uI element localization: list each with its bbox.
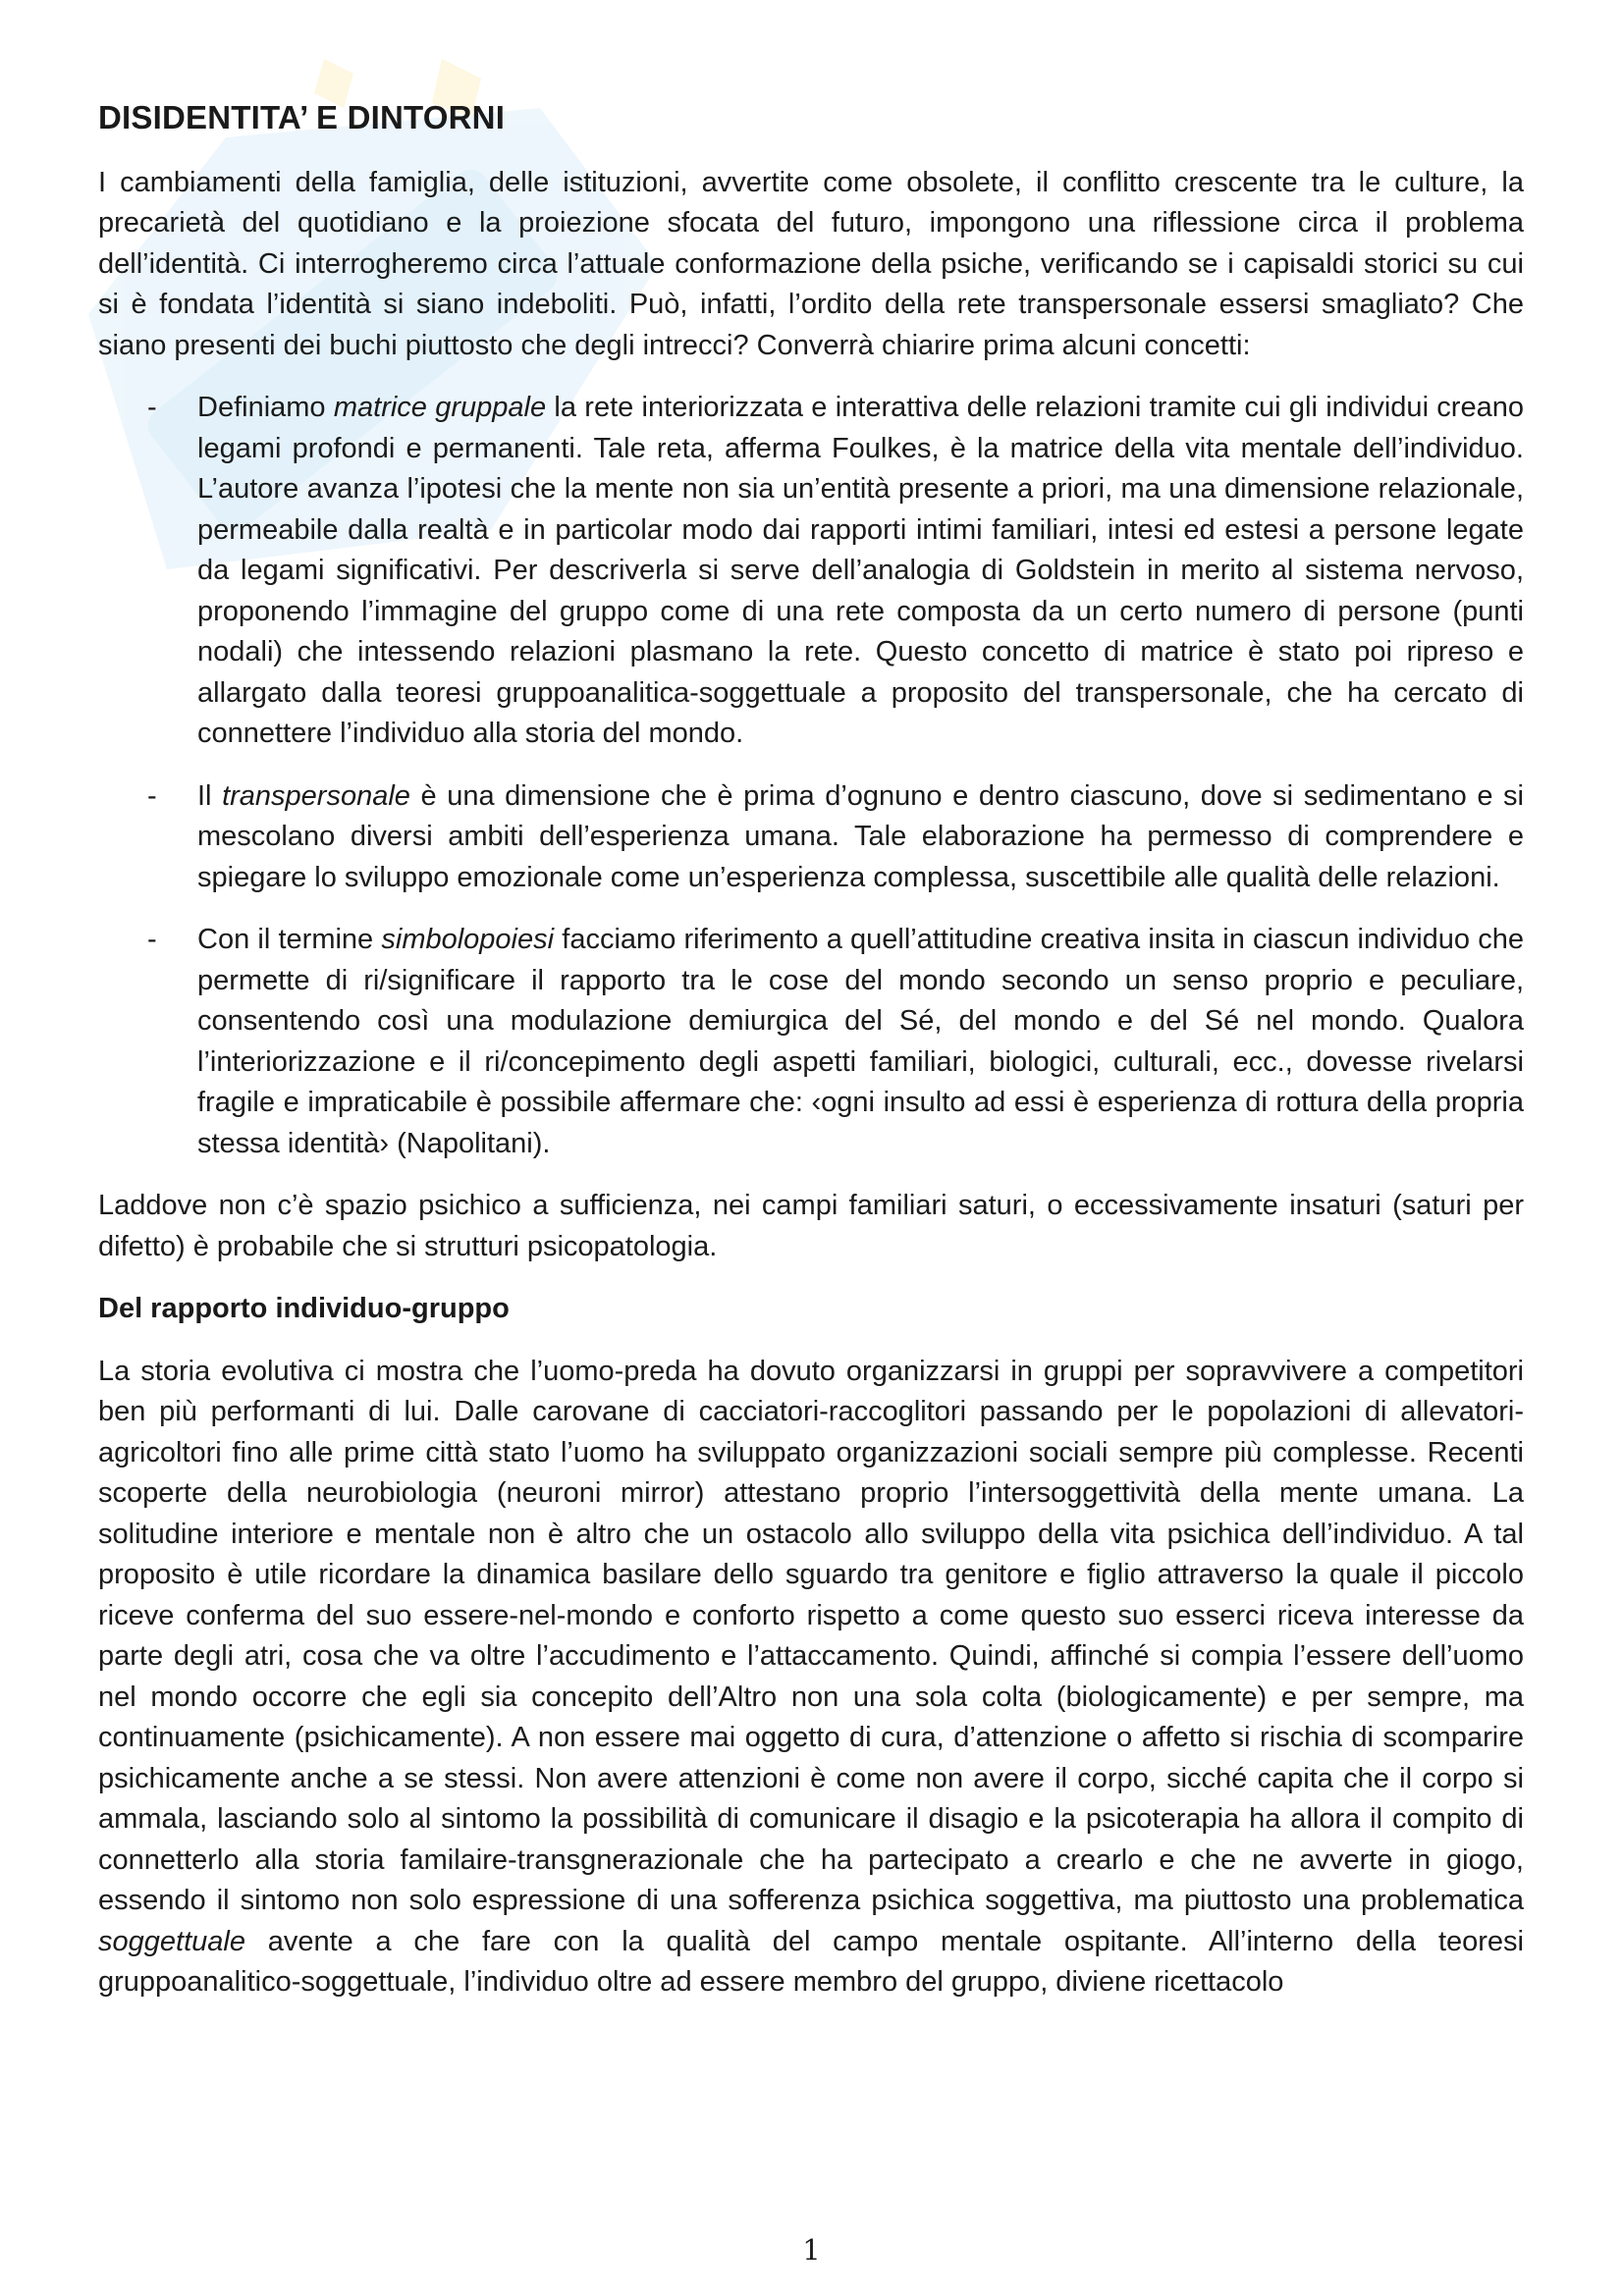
document-title: DISIDENTITA’ E DINTORNI: [98, 99, 506, 135]
list-item-term: simbolopoiesi: [381, 924, 555, 956]
section-term: soggettuale: [98, 1925, 245, 1957]
list-marker: -: [147, 924, 157, 956]
list-item-text-before: Il: [197, 779, 223, 812]
list-item: [98, 776, 1524, 899]
concept-list: [98, 388, 1524, 1164]
list-item: [98, 388, 1524, 755]
list-marker: -: [147, 392, 157, 424]
section-text-before: La storia evolutiva ci mostra che l’uomo-preda ha dovuto organizzarsi in gruppi per sopravvivere a competitori ben più performanti di lui. Dalle carovane di cacciatori-raccoglitori passando per le popolazioni di allevatori-agricoltori fino alle prime città stato l’uomo ha sviluppato organizzazioni sociali sempre più complesse. Recenti scoperte della neurobiologia (neuroni mirror) attestano proprio l’intersoggettività della mente umana. La solitudine interiore e mentale non è altro che un ostacolo allo sviluppo della vita psichica dell’individuo. A tal proposito è utile ricordare la dinamica basilare dello sguardo tra genitore e figlio attraverso la quale il piccolo riceve conferma del suo essere-nel-mondo e conforto rispetto a come questo suo esserci riceva interesse da parte degli atri, cosa che va oltre l’accudimento e l’attaccamento. Quindi, affinché si compia l’essere dell’uomo nel mondo occorre che egli sia concepito dell’Altro non una sola colta (biologicamente) e per sempre, ma continuamente (psichicamente). A non essere mai oggetto di cura, d’attenzione o affetto si rischia di scomparire psichicamente anche a se stessi. Non avere attenzioni è come non avere il corpo, sicché capita che il corpo si ammala, lasciando solo al sintomo la possibilità di comunicare il disagio e la psicoterapia ha allora il compito di connetterlo alla storia familaire-transgnerazionale che ha partecipato a crearlo e che ne avverte in giogo, essendo il sintomo non solo espressione di una sofferenza psichica soggettiva, ma piuttosto una problematica: [98, 1355, 1524, 1917]
section-text-after: avente a che fare con la qualità del campo mentale ospitante. All’interno della teoresi gruppoanalitico-soggettuale, l’individuo oltre ad essere membro del gruppo, diviene ricettacolo: [98, 1925, 1524, 1999]
list-item-text-before: Con il termine: [197, 924, 382, 956]
list-item-text-after: la rete interiorizzata e interattiva delle relazioni tramite cui gli individui creano legami profondi e permanenti. Tale reta, afferma Foulkes, è la matrice della vita mentale dell’individuo. L’autore avanza l’ipotesi che la mente non sia un’entità presente a priori, ma una dimensione relazionale, permeabile dalla realtà e in particolar modo dai rapporti intimi familiari, intesi ed estesi a persone legate da legami significativi. Per descriverla si serve dell’analogia di Goldstein in merito al sistema nervoso, proponendo l’immagine del gruppo come di una rete composta da un certo numero di persone (punti nodali) che intessendo relazioni plasmano la rete. Questo concetto di matrice è stato poi ripreso e allargato dalla teoresi gruppoanalitica-soggettuale a proposito del transpersonale, che ha cercato di connettere l’individuo alla storia del mondo.: [197, 392, 1524, 750]
list-item-term: transpersonale: [222, 779, 410, 812]
list-item: [98, 920, 1524, 1164]
document-page: [98, 98, 1524, 2025]
list-marker: -: [147, 779, 157, 812]
paragraph-after-list: Laddove non c’è spazio psichico a sufficienza, nei campi familiari saturi, o eccessivamente insaturi (saturi per difetto) è probabile che si strutturi psicopatologia.: [98, 1190, 1524, 1262]
section-heading: Del rapporto individuo-gruppo: [98, 1293, 510, 1325]
section-paragraph: [98, 1352, 1524, 2003]
list-item-text-after: è una dimensione che è prima d’ognuno e dentro ciascuno, dove si sedimentano e si mescolano diversi ambiti dell’esperienza umana. Tale elaborazione ha permesso di comprendere e spiegare lo sviluppo emozionale come un’esperienza complessa, suscettibile alle qualità delle relazioni.: [197, 779, 1524, 893]
list-item-text-before: Definiamo: [197, 392, 334, 424]
list-item-text-after: facciamo riferimento a quell’attitudine creativa insita in ciascun individuo che permette di ri/significare il rapporto tra le cose del mondo secondo un senso proprio e peculiare, consentendo così una modulazione demiurgica del Sé, del mondo e del Sé nel mondo. Qualora l’interiorizzazione e il ri/concepimento degli aspetti familiari, biologici, culturali, ecc., dovesse rivelarsi fragile e impraticabile è possibile affermare che: ‹ogni insulto ad essi è esperienza di rottura della propria stessa identità› (Napolitani).: [197, 924, 1524, 1159]
list-item-term: matrice gruppale: [333, 392, 547, 424]
intro-paragraph: I cambiamenti della famiglia, delle istituzioni, avvertite come obsolete, il conflitto crescente tra le culture, la precarietà del quotidiano e la proiezione sfocata del futuro, impongono una riflessione circa il problema dell’identità. Ci interrogheremo circa l’attuale conformazione della psiche, verificando se i capisaldi storici su cui si è fondata l’identità si siano indeboliti. Può, infatti, l’ordito della rete transpersonale essersi smagliato? Che siano presenti dei buchi piuttosto che degli intrecci? Converrà chiarire prima alcuni concetti:: [98, 166, 1524, 361]
page-number: 1: [802, 2233, 821, 2267]
